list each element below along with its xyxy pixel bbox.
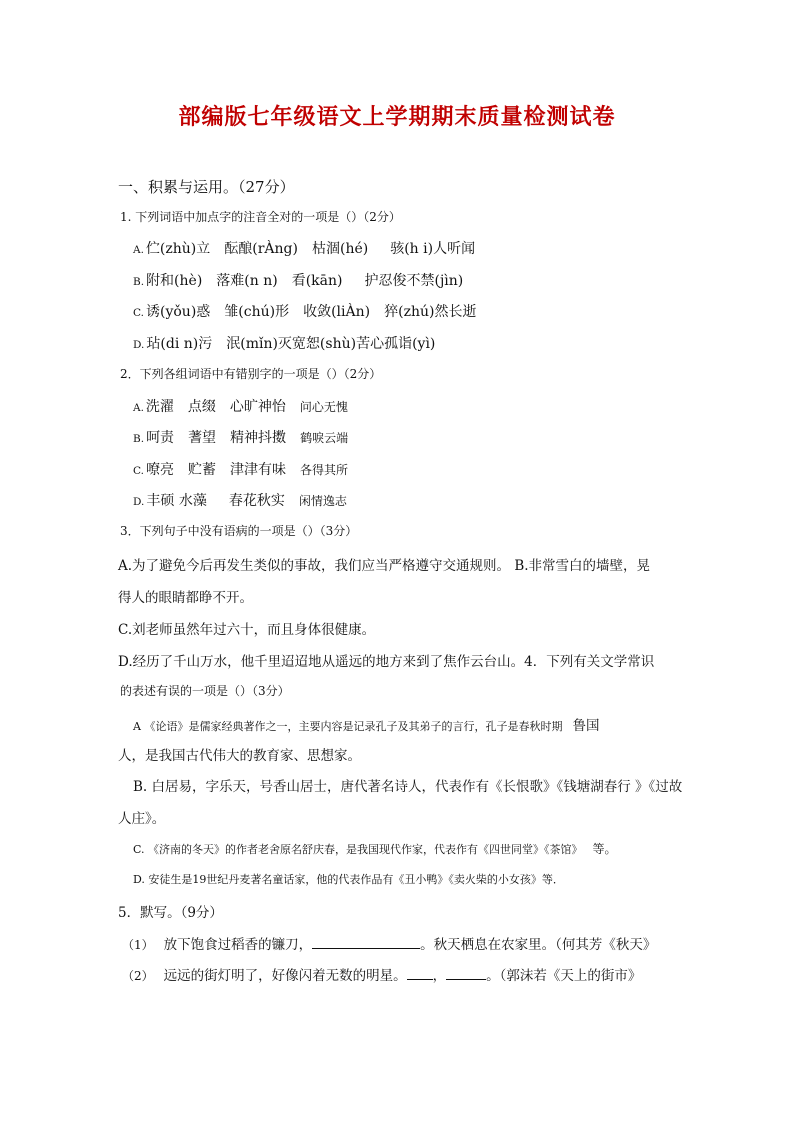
question-1-stem: 1. 下列词语中加点字的注音全对的一项是（）（2分）	[120, 210, 401, 224]
option-label: B.	[133, 433, 145, 445]
option-label: D.	[133, 496, 145, 508]
q2-option-d: D. 丰硕 水藻 春花秋实 闲情逸志	[133, 493, 347, 509]
option-label: B.	[133, 276, 145, 288]
q5-item-1: （1） 放下饱食过稻香的镰刀， 。秋天栖息在农家里。（何其芳《秋天》	[122, 937, 657, 953]
q3-option-a-line2: 得人的眼睛都睁不开。	[118, 590, 253, 606]
question-5-stem: 5．默写。（9分）	[118, 905, 223, 921]
answer-blank[interactable]	[312, 935, 420, 949]
q1-option-d: D. 玷(di n)污 泯(mǐn)灭宽恕(shù)苦心孤诣(yì)	[133, 336, 436, 352]
option-label: D.	[133, 339, 145, 351]
option-label: A.	[133, 402, 144, 414]
question-3-stem: 3．下列句子中没有语病的一项是（）（3分）	[120, 524, 358, 538]
q4-option-c: C. 《济南的冬天》的作者老舍原名舒庆春，是我国现代作家，代表作有《四世同堂》《茶馆》 等。	[133, 842, 617, 856]
q4-option-a-line2: 人，是我国古代伟大的教育家、思想家。	[118, 748, 361, 764]
answer-blank[interactable]	[446, 966, 486, 980]
q1-option-a: A. 伫(zhù)立 酝酿(rÀng) 枯涸(hé) 骇(h i)人听闻	[133, 241, 476, 257]
answer-blank[interactable]	[407, 966, 433, 980]
option-label: A.	[133, 244, 144, 256]
q5-item-2: （2） 远远的街灯明了，好像闪着无数的明星。 ， 。（郭沫若《天上的街市》	[122, 968, 642, 984]
q3-option-d: D.经历了千山万水，他千里迢迢地从遥远的地方来到了焦作云台山。4．下列有关文学常识	[118, 654, 655, 670]
question-4-stem: 的表述有误的一项是（）（3分）	[120, 684, 290, 698]
q3-option-a-line1: A.为了避免今后再发生类似的事故，我们应当严格遵守交通规则。 B.非常雪白的墙壁，晃	[118, 558, 651, 574]
q1-option-b: B. 附和(hè) 落难(n n) 看(kān) 护忍俊不禁(jìn)	[133, 273, 464, 289]
q3-option-c: C.刘老师虽然年过六十，而且身体很健康。	[118, 622, 376, 638]
page-title: 部编版七年级语文上学期期末质量检测试卷	[178, 104, 616, 130]
option-label: C.	[133, 307, 144, 319]
q4-option-b-line1: B. 白居易，字乐天，号香山居士，唐代著名诗人，代表作有《长恨歌》《钱塘湖春行 》《过故	[133, 779, 683, 795]
option-label: C.	[133, 465, 144, 477]
q1-option-c: C. 诱(yǒu)惑 雏(chú)形 收敛(liÀn) 猝(zhú)然长逝	[133, 304, 477, 320]
question-2-stem: 2．下列各组词语中有错别字的一项是（）（2分）	[120, 367, 382, 381]
section-heading: 一、积累与运用。（27分）	[118, 178, 295, 196]
q4-option-b-line2: 人庄》。	[118, 811, 166, 827]
q4-option-d: D. 安徒生是19世纪丹麦著名童话家，他的代表作品有《丑小鸭》《卖火柴的小女孩》等．	[133, 873, 564, 886]
q4-option-a-line1: A 《论语》是儒家经典著作之一，主要内容是记录孔子及其弟子的言行，孔子是春秋时期 鲁国	[133, 718, 600, 734]
q2-option-b: B. 呵责 蓍望 精神抖擞 鹤唳云端	[133, 430, 349, 446]
q2-option-c: C. 嘹亮 贮蓄 津津有味 各得其所	[133, 462, 349, 478]
q2-option-a: A. 洗濯 点缀 心旷神怡 问心无愧	[133, 399, 348, 415]
